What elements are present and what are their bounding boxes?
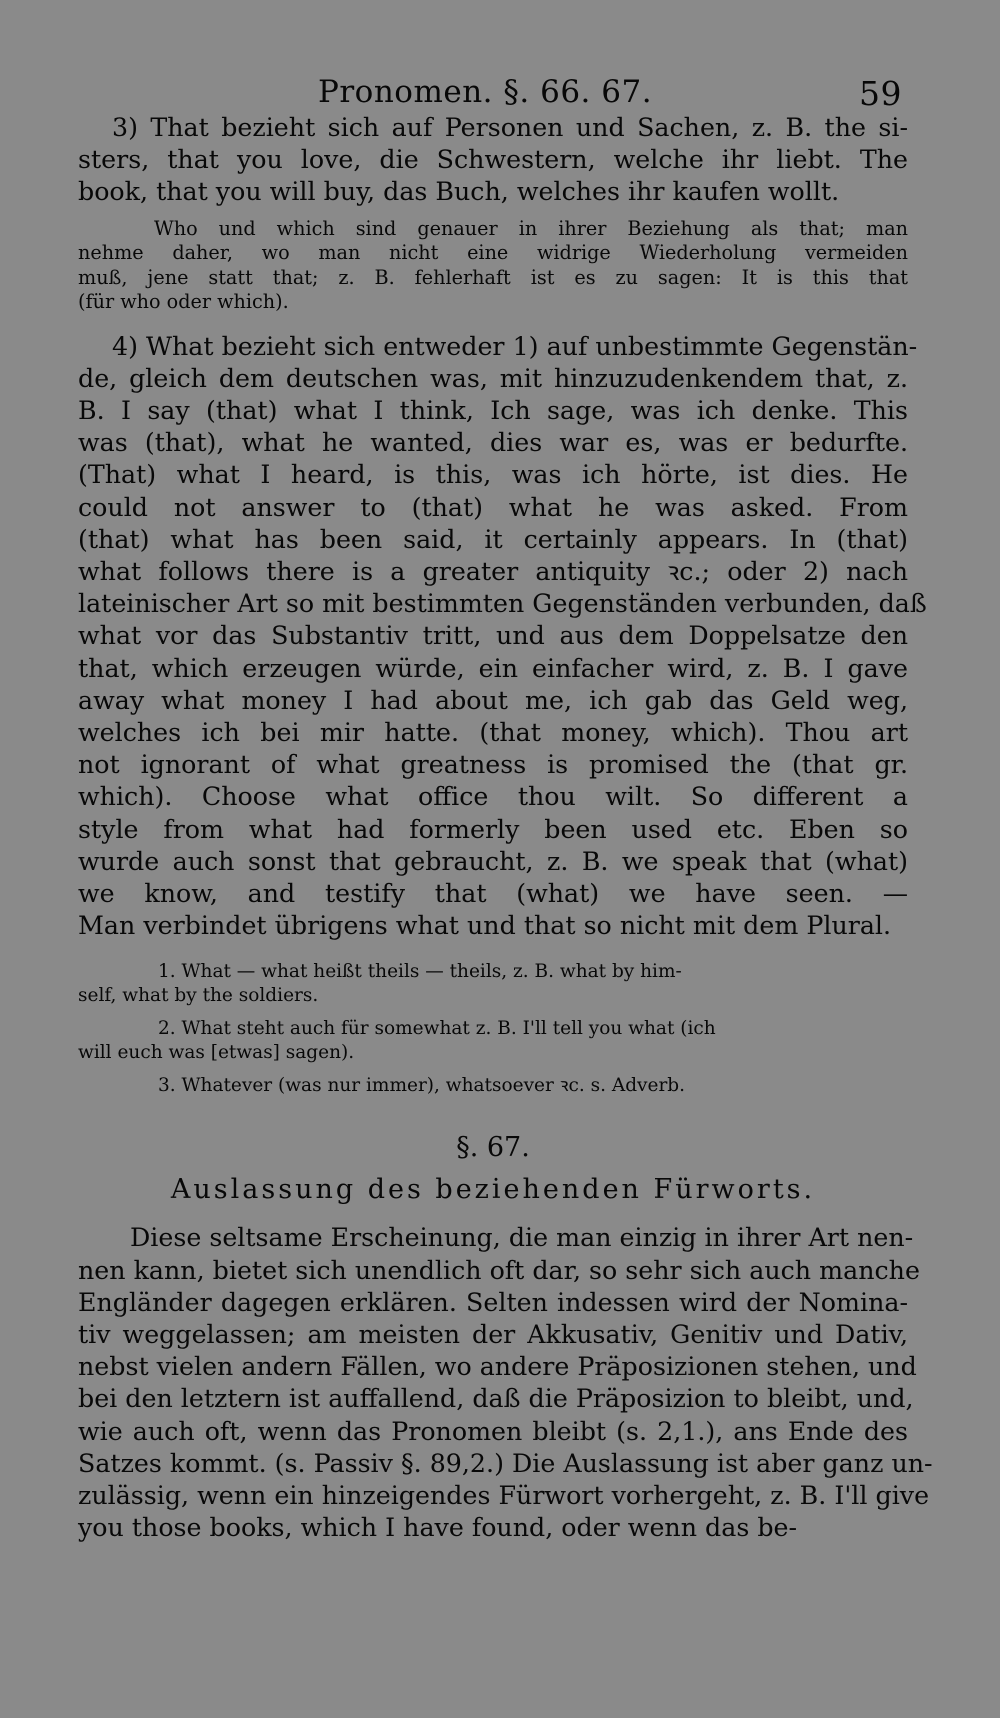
text-line: that, which erzeugen würde, ein einfacher wird, z. B. I gave bbox=[78, 653, 908, 683]
running-title: Pronomen. §. 66. 67. bbox=[318, 74, 653, 110]
text-line: you those books, which I have found, oder wenn das be- bbox=[78, 1513, 798, 1543]
footnote-2 bbox=[78, 1017, 908, 1065]
text-line: (that) what has been said, it certainly appears. In (that) bbox=[78, 524, 908, 554]
text-line: de, gleich dem deutschen was, mit hinzuzudenkendem that, z. bbox=[78, 363, 908, 393]
text-line: bei den letztern ist auffallend, daß die Präposizion to bleibt, und, bbox=[78, 1384, 914, 1414]
page-number: 59 bbox=[859, 74, 902, 113]
text-line: style from what had formerly been used etc. Eben so bbox=[78, 814, 908, 844]
text-line: nebst vielen andern Fällen, wo andere Präposizionen stehen, und bbox=[78, 1352, 917, 1382]
text-line: wurde auch sonst that gebraucht, z. B. we speak that (what) bbox=[78, 846, 908, 876]
text-line: not ignorant of what greatness is promised the (that gr. bbox=[78, 750, 908, 780]
note-line: (für who oder which). bbox=[78, 290, 289, 314]
paragraph-what bbox=[78, 331, 927, 943]
text-line: could not answer to (that) what he was asked. From bbox=[78, 492, 908, 522]
note-who-which bbox=[78, 217, 908, 315]
text-line: away what money I had about me, ich gab das Geld weg, bbox=[78, 685, 908, 715]
text-line: Satzes kommt. (s. Passiv §. 89,2.) Die Auslassung ist aber ganz un- bbox=[78, 1448, 933, 1478]
text-line: which). Choose what office thou wilt. So different a bbox=[78, 782, 908, 812]
text-line: 3) That bezieht sich auf Personen und Sachen, z. B. the si- bbox=[112, 113, 908, 142]
text-line: zulässig, wenn ein hinzeigendes Fürwort vorhergeht, z. B. I'll give bbox=[78, 1481, 930, 1511]
note-line: muß, jene statt that; z. B. fehlerhaft ist es zu sagen: It is this that bbox=[78, 265, 908, 289]
running-head bbox=[78, 68, 908, 112]
footnote-line: 3. Whatever (was nur immer), whatsoever ꝛc. s. Adverb. bbox=[158, 1075, 686, 1097]
text-line: nen kann, bietet sich unendlich oft dar, so sehr sich auch manche bbox=[78, 1255, 920, 1285]
text-line: was (that), what he wanted, dies war es, was er bedurfte. bbox=[78, 428, 908, 458]
text-line: what follows there is a greater antiquity ꝛc.; oder 2) nach bbox=[78, 557, 908, 587]
text-line: we know, and testify that (what) we have seen. — bbox=[78, 879, 908, 909]
text-line: lateinischer Art so mit bestimmten Gegenständen verbunden, daß bbox=[78, 589, 927, 619]
text-line: Man verbindet übrigens what und that so nicht mit dem Plural. bbox=[78, 911, 892, 941]
text-line: B. I say (that) what I think, Ich sage, was ich denke. This bbox=[78, 396, 908, 426]
footnote-line: 2. What steht auch für somewhat z. B. I'll tell you what (ich bbox=[158, 1018, 716, 1040]
text-line: Engländer dagegen erklären. Selten indessen wird der Nomina- bbox=[78, 1287, 908, 1317]
text-line: book, that you will buy, das Buch, welches ihr kaufen wollt. bbox=[78, 177, 840, 207]
text-line: (That) what I heard, is this, was ich hörte, ist dies. He bbox=[78, 460, 908, 490]
footnotes bbox=[78, 960, 908, 1098]
note-line: nehme daher, wo man nicht eine widrige Wiederholung vermeiden bbox=[78, 241, 908, 265]
section-number: §. 67. bbox=[456, 1132, 530, 1164]
footnote-1 bbox=[78, 960, 908, 1008]
text-line: Diese seltsame Erscheinung, die man einzig in ihrer Art nen- bbox=[130, 1223, 914, 1253]
text-line: 4) What bezieht sich entweder 1) auf unbestimmte Gegenstän- bbox=[112, 331, 918, 361]
paragraph-that bbox=[44, 112, 908, 209]
footnote-line: 1. What — what heißt theils — theils, z. B. what by him- bbox=[158, 961, 682, 983]
text-line: what vor das Substantiv tritt, und aus dem Doppelsatze den bbox=[78, 621, 908, 651]
text-line: welches ich bei mir hatte. (that money, which). Thou art bbox=[78, 718, 908, 748]
paragraph-omission bbox=[78, 1222, 933, 1544]
text-line: sters, that you love, die Schwestern, welche ihr liebt. The bbox=[78, 145, 908, 175]
text-line: wie auch oft, wenn das Pronomen bleibt (s. 2,1.), ans Ende des bbox=[78, 1416, 908, 1446]
footnote-line: self, what by the soldiers. bbox=[78, 985, 319, 1007]
note-line: Who und which sind genauer in ihrer Beziehung als that; man bbox=[154, 216, 908, 240]
section-heading: Auslassung des beziehenden Fürworts. bbox=[170, 1174, 816, 1206]
footnote-3 bbox=[78, 1074, 908, 1098]
text-line: tiv weggelassen; am meisten der Akkusativ, Genitiv und Dativ, bbox=[78, 1320, 908, 1350]
footnote-line: will euch was [etwas] sagen). bbox=[78, 1042, 355, 1064]
